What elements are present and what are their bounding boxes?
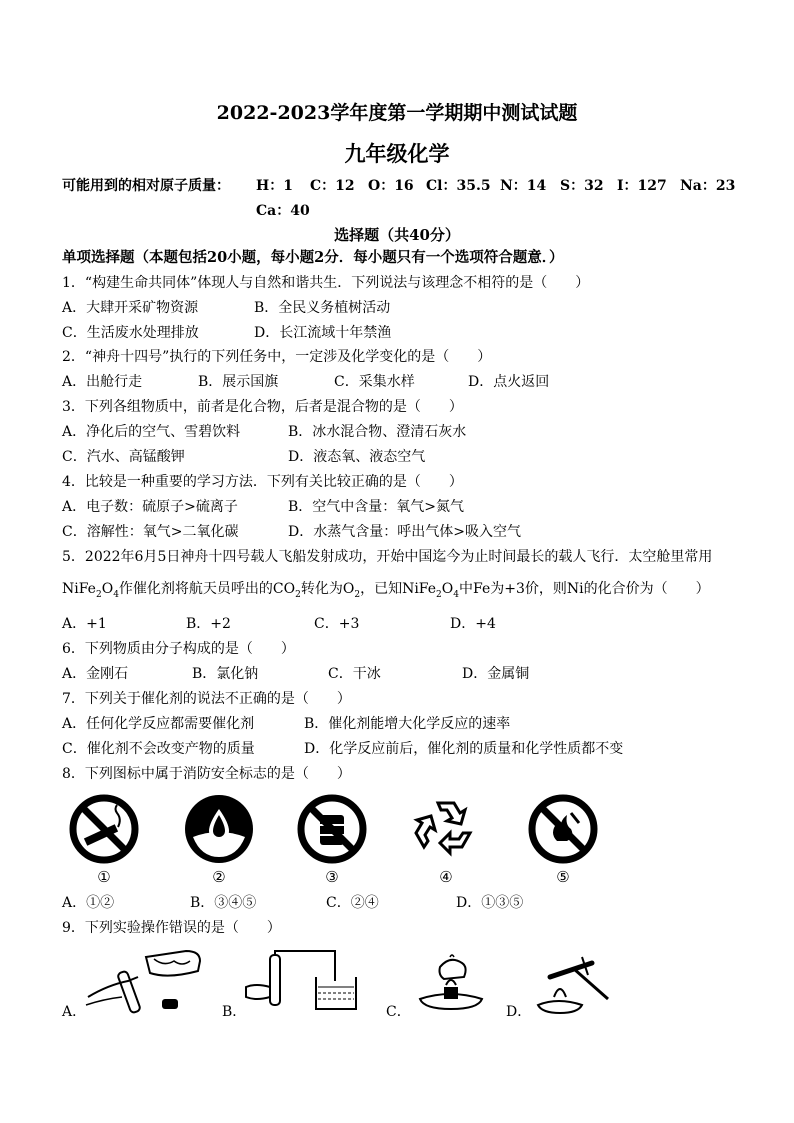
q9-option-d: D．: [506, 1004, 532, 1020]
q1-option-d: D．长江流域十年禁渔: [254, 325, 392, 341]
q3-option-c: C．汽水、高锰酸钾: [62, 449, 185, 465]
atomic-mass-label: 可能用到的相对原子质量：: [62, 178, 230, 194]
q8-option-c: C．②④: [326, 895, 379, 911]
q3-option-b: B．冰水混合物、澄清石灰水: [288, 424, 467, 440]
q4-option-a: A．电子数：硫原子>硫离子: [62, 499, 238, 515]
atomic-mass-h: H：1: [256, 178, 293, 194]
q5-line2: $NiFe_2O_4$作催化剂将航天员呼出的$CO_2$转化为$O_2$，已知$NiFe_2O_4$中Fe为+3价，则Ni的化合价为（ ）: [62, 581, 710, 600]
exam-title: 2022-2023学年度第一学期期中测试试题: [216, 102, 578, 124]
q8-stem: 8．下列图标中属于消防安全标志的是（ ）: [62, 766, 351, 782]
q4-stem: 4．比较是一种重要的学习方法．下列有关比较正确的是（ ）: [62, 474, 463, 490]
q5-option-a: A．+1: [62, 616, 107, 632]
atomic-mass-o: O：16: [368, 178, 414, 194]
q6-option-a: A．金刚石: [62, 666, 129, 682]
q3-option-a: A．净化后的空气、雪碧饮料: [62, 424, 241, 440]
q5-line1: 5．2022年6月5日神舟十四号载人飞船发射成功，开始中国迄今为止时间最长的载人飞行．太空舱里常用: [62, 549, 713, 565]
q1-option-b: B．全民义务植树活动: [254, 300, 391, 316]
q7-option-a: A．任何化学反应都需要催化剂: [62, 716, 255, 732]
q7-option-d: D．化学反应前后，催化剂的质量和化学性质都不变: [304, 741, 624, 757]
q2-option-d: D．点火返回: [468, 374, 550, 390]
q9-stem: 9．下列实验操作错误的是（ ）: [62, 920, 281, 936]
q6-option-d: D．金属铜: [462, 666, 530, 682]
q2-option-c: C．采集水样: [334, 374, 415, 390]
sign-label-2: ②: [212, 868, 226, 886]
sign-label-5: ⑤: [556, 868, 570, 886]
sign-label-1: ①: [97, 868, 111, 886]
q5-option-b: B．+2: [186, 616, 231, 632]
q9-option-a: A．: [62, 1004, 87, 1020]
q8-option-a: A．①②: [62, 895, 115, 911]
no-flammable-sign-icon: [296, 793, 368, 865]
no-smoking-sign-icon: [68, 793, 140, 865]
q8-option-b: B．③④⑤: [190, 895, 257, 911]
q8-option-d: D．①③⑤: [456, 895, 524, 911]
no-fire-sign-icon: [527, 793, 599, 865]
q2-option-b: B．展示国旗: [198, 374, 279, 390]
q1-option-a: A．大肆开采矿物资源: [62, 300, 199, 316]
q4-option-b: B．空气中含量：氧气>氮气: [288, 499, 465, 515]
recycle-sign-icon: [410, 793, 482, 865]
q9-option-b: B．: [222, 1004, 247, 1020]
sign-label-4: ④: [439, 868, 453, 886]
gas-collection-illustration-icon: [244, 947, 364, 1017]
q4-option-d: D．水蒸气含量：呼出气体>吸入空气: [288, 524, 521, 540]
atomic-mass-ca: Ca：40: [256, 203, 310, 219]
q5-option-d: D．+4: [450, 616, 496, 632]
atomic-mass-cl: Cl：35.5: [426, 178, 491, 194]
exam-subtitle: 九年级化学: [344, 141, 450, 166]
q9-option-c: C．: [386, 1004, 411, 1020]
section-heading: 选择题（共40分）: [334, 226, 460, 244]
heating-test-tube-illustration-icon: [530, 947, 620, 1017]
q2-stem: 2．“神舟十四号”执行的下列任务中，一定涉及化学变化的是（ ）: [62, 349, 492, 365]
atomic-mass-i: I：127: [617, 178, 667, 194]
q4-option-c: C．溶解性：氧气>二氧化碳: [62, 524, 239, 540]
q5-option-c: C．+3: [314, 616, 360, 632]
q7-stem: 7．下列关于催化剂的说法不正确的是（ ）: [62, 691, 351, 707]
q1-stem: 1．“构建生命共同体”体现人与自然和谐共生．下列说法与该理念不相符的是（ ）: [62, 275, 590, 291]
atomic-mass-na: Na：23: [680, 178, 736, 194]
sign-label-3: ③: [325, 868, 339, 886]
atomic-mass-s: S：32: [560, 178, 604, 194]
q6-option-b: B．氯化钠: [192, 666, 259, 682]
atomic-mass-c: C：12: [310, 178, 355, 194]
atomic-mass-n: N：14: [500, 178, 547, 194]
pouring-liquid-illustration-icon: [84, 947, 214, 1017]
q1-option-c: C．生活废水处理排放: [62, 325, 199, 341]
alcohol-lamp-illustration-icon: [406, 947, 496, 1017]
q7-option-c: C．催化剂不会改变产物的质量: [62, 741, 255, 757]
water-saving-sign-icon: [183, 793, 255, 865]
q6-option-c: C．干冰: [328, 666, 381, 682]
q6-stem: 6．下列物质由分子构成的是（ ）: [62, 641, 295, 657]
q7-option-b: B．催化剂能增大化学反应的速率: [304, 716, 511, 732]
q3-option-d: D．液态氧、液态空气: [288, 449, 426, 465]
q2-option-a: A．出舱行走: [62, 374, 143, 390]
section-instruction: 单项选择题（本题包括20小题，每小题2分．每小题只有一个选项符合题意．）: [62, 249, 564, 266]
q3-stem: 3．下列各组物质中，前者是化合物，后者是混合物的是（ ）: [62, 399, 463, 415]
